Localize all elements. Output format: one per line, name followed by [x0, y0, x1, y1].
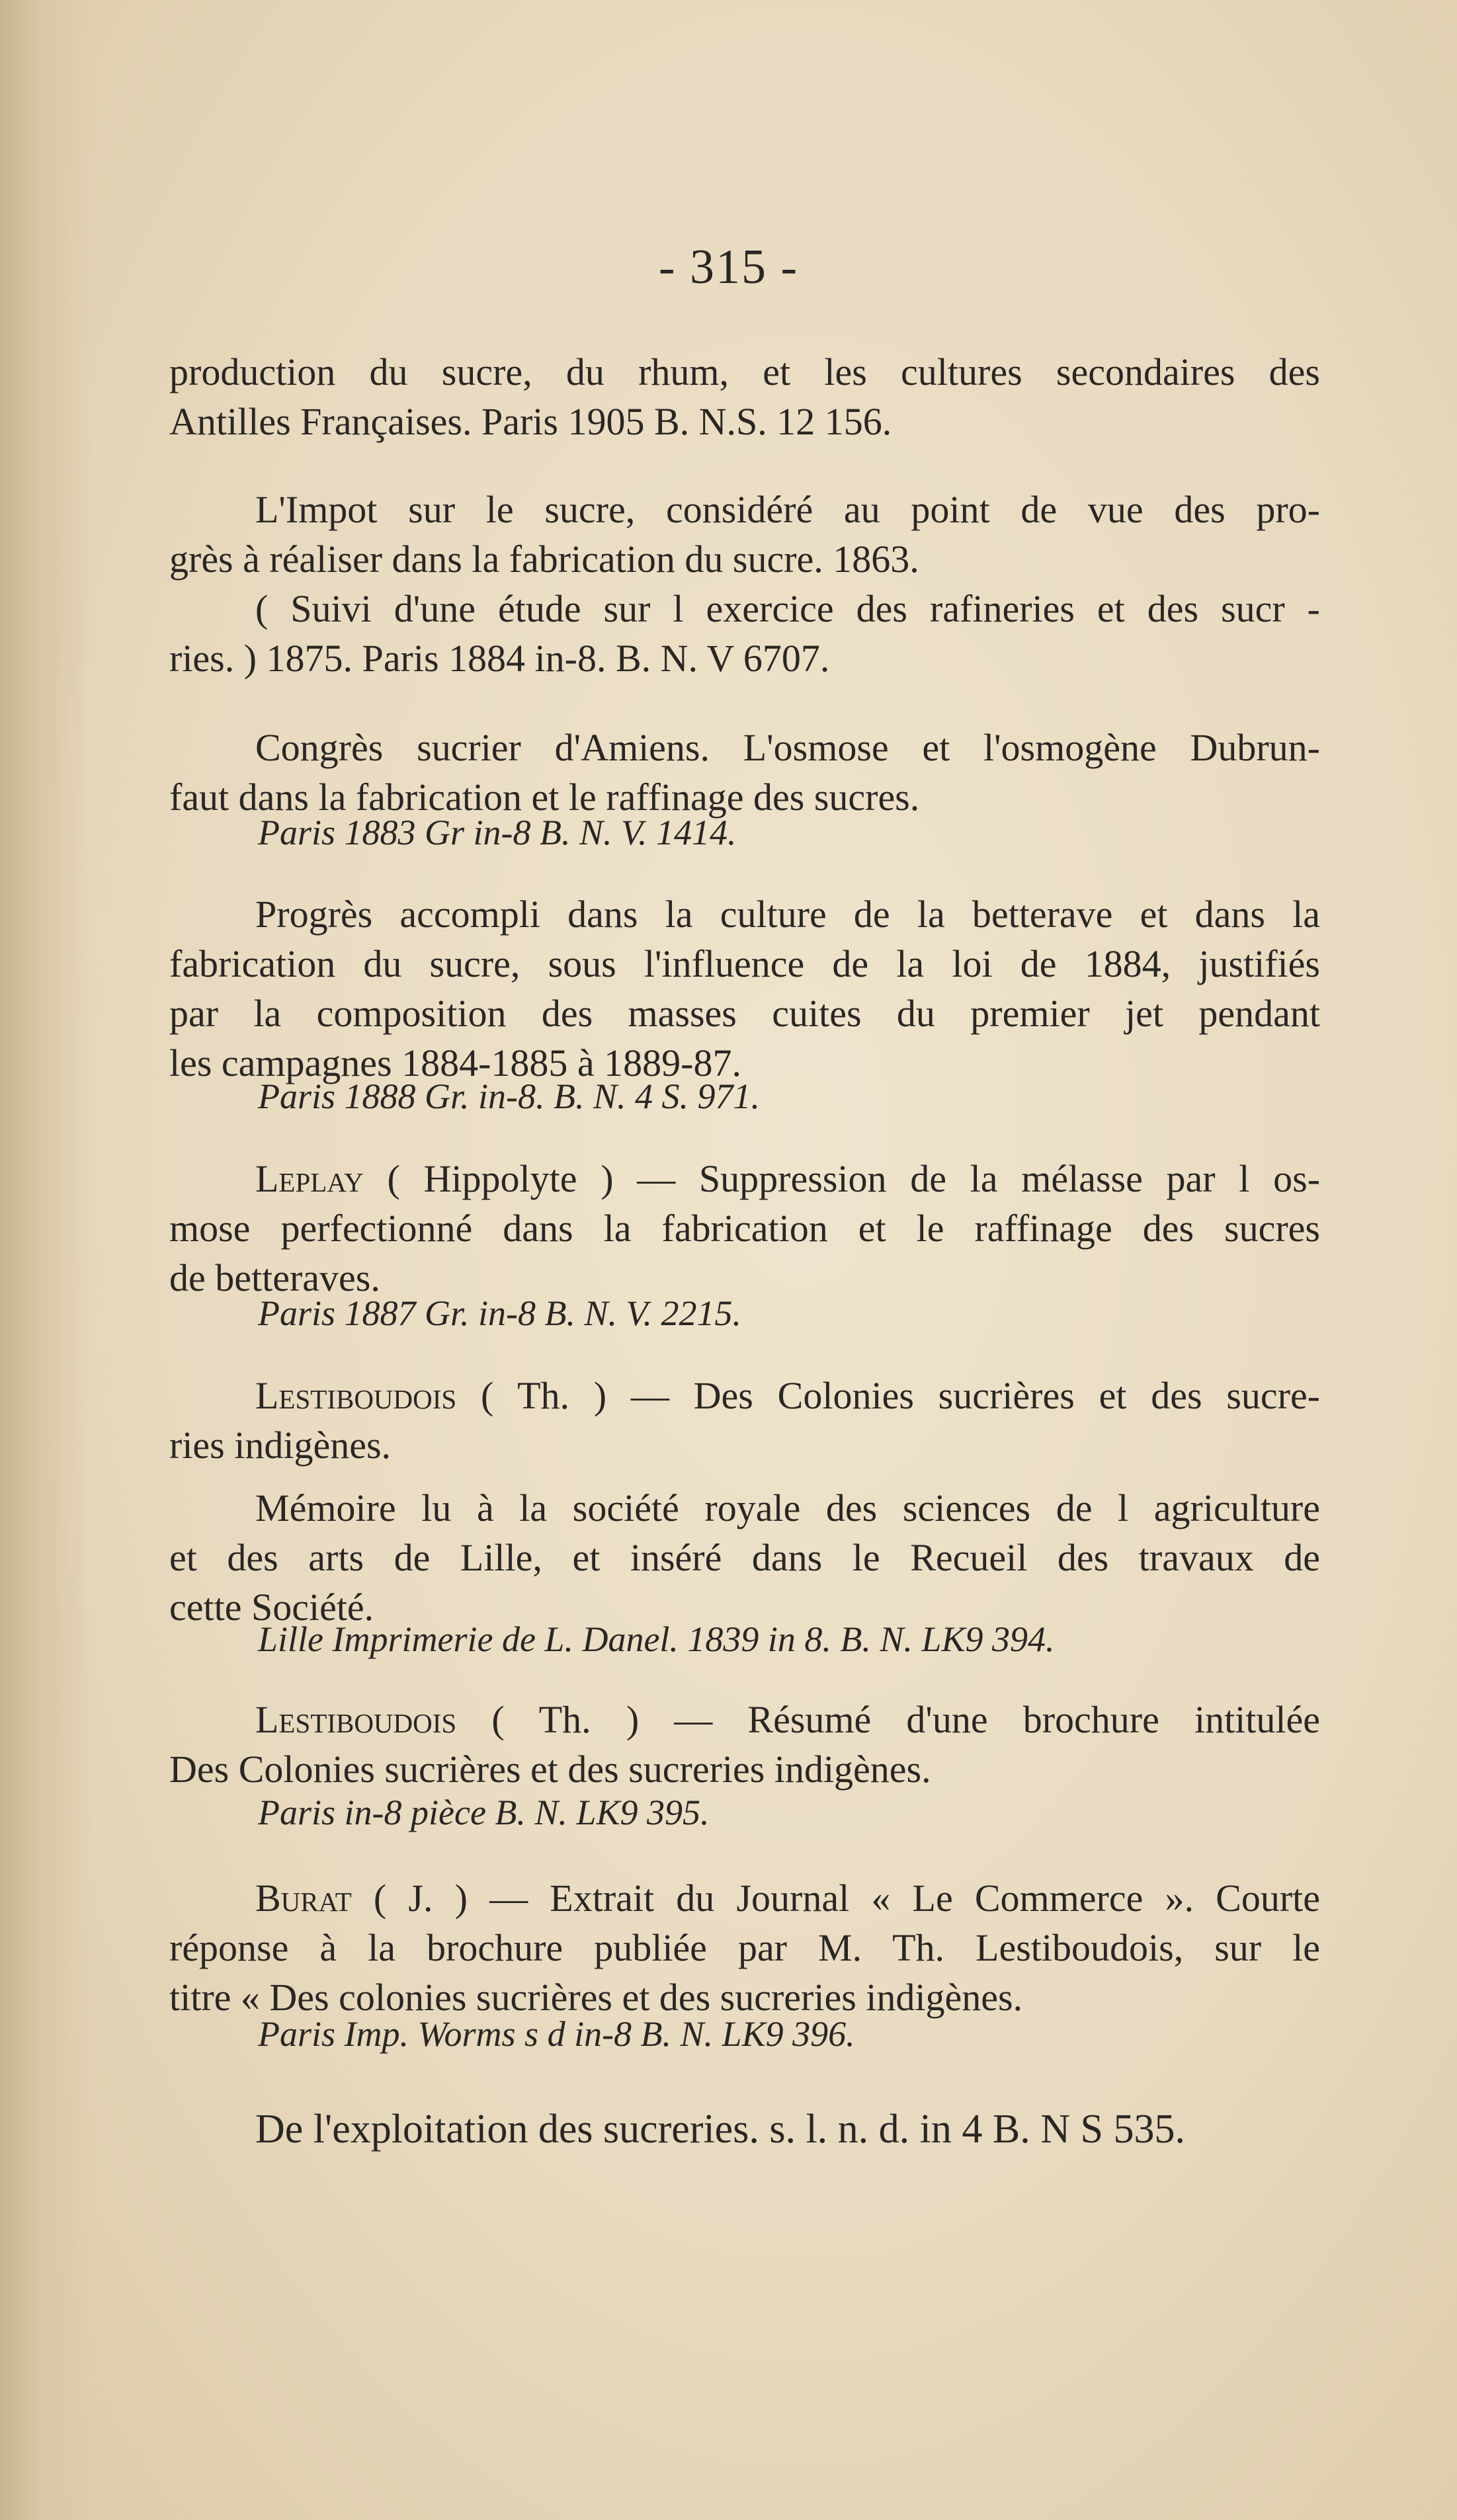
entry-lestiboudois-2 [169, 1695, 1320, 1794]
entry-line: Mémoire lu à la société royale des sciences de l agriculture [255, 1486, 1320, 1529]
entry-line: L'Impot sur le sucre, considéré au point de vue des pro- [255, 488, 1320, 531]
entry-line: de betteraves. [169, 1256, 380, 1299]
entry-impot-sucre [169, 485, 1320, 683]
entry-line [169, 1695, 1320, 1744]
author-name: Burat [255, 1877, 352, 1920]
entry-reference: Paris 1888 Gr. in-8. B. N. 4 S. 971. [258, 1077, 761, 1116]
entry-exploitation-sucreries [169, 2105, 1320, 2154]
entry-line: Congrès sucrier d'Amiens. L'osmose et l'osmogène Dubrun- [255, 726, 1320, 769]
entry-line: De l'exploitation des sucreries. s. l. n. d. in 4 B. N S 535. [255, 2107, 1186, 2152]
entry-line [169, 1371, 1320, 1420]
author-name: Lestiboudois [255, 1374, 457, 1417]
entry-line [169, 1873, 1320, 1923]
entry-line: mose perfectionné dans la fabrication et le raffinage des sucres [169, 1207, 1320, 1250]
entry-line: cette Société. [169, 1586, 374, 1629]
entry-line: titre « Des colonies sucrières et des sucreries indigènes. [169, 1976, 1023, 2019]
entry-line [169, 1154, 1320, 1203]
entry-lestiboudois-1 [169, 1371, 1320, 1632]
entry-progres-betterave [169, 889, 1320, 1088]
entry-line: Antilles Françaises. Paris 1905 B. N.S. 12 156. [169, 400, 892, 443]
entry-line: ( Suivi d'une étude sur l exercice des rafineries et des sucr - [255, 587, 1320, 630]
entry-line: fabrication du sucre, sous l'influence de la loi de 1884, justifiés [169, 942, 1320, 985]
entry-continuation [169, 347, 1320, 446]
author-name: Lestiboudois [255, 1698, 457, 1741]
entry-line-text: ( Th. ) — Résumé d'une brochure intitulée [491, 1698, 1321, 1741]
entry-line: faut dans la fabrication et le raffinage des sucres. [169, 776, 920, 819]
entry-reference: Paris 1887 Gr. in-8 B. N. V. 2215. [258, 1293, 742, 1333]
entry-line: production du sucre, du rhum, et les cultures secondaires des [169, 350, 1320, 393]
page-edge-shadow [0, 0, 93, 2520]
entry-line-text: ( Th. ) — Des Colonies sucrières et des sucre- [481, 1374, 1321, 1417]
entry-line: par la composition des masses cuites du premier jet pendant [169, 992, 1320, 1035]
entry-line: réponse à la brochure publiée par M. Th. Lestiboudois, sur le [169, 1926, 1320, 1969]
author-name: Leplay [255, 1157, 364, 1200]
entry-line: et des arts de Lille, et inséré dans le Recueil des travaux de [169, 1536, 1320, 1579]
entry-line: Progrès accompli dans la culture de la betterave et dans la [255, 893, 1320, 936]
entry-line: les campagnes 1884-1885 à 1889-87. [169, 1041, 741, 1084]
page-number: - 315 - [658, 240, 799, 294]
entry-line-text: ( Hippolyte ) — Suppression de la mélasse par l os- [387, 1157, 1321, 1200]
entry-congres-amiens [169, 723, 1320, 822]
entry-line: grès à réaliser dans la fabrication du sucre. 1863. [169, 538, 919, 581]
entry-reference: Lille Imprimerie de L. Danel. 1839 in 8. B. N. LK9 394. [258, 1619, 1055, 1659]
entry-line: ries indigènes. [169, 1424, 392, 1467]
entry-line: Des Colonies sucrières et des sucreries indigènes. [169, 1748, 931, 1791]
entry-line-text: ( J. ) — Extrait du Journal « Le Commerce ». Courte [373, 1877, 1321, 1920]
entry-reference: Paris 1883 Gr in-8 B. N. V. 1414. [258, 813, 737, 852]
entry-leplay [169, 1154, 1320, 1303]
entry-line: ries. ) 1875. Paris 1884 in-8. B. N. V 6707. [169, 637, 830, 680]
entry-reference: Paris Imp. Worms s d in-8 B. N. LK9 396. [258, 2014, 855, 2054]
entry-reference: Paris in-8 pièce B. N. LK9 395. [258, 1793, 710, 1832]
entry-burat [169, 1873, 1320, 2022]
